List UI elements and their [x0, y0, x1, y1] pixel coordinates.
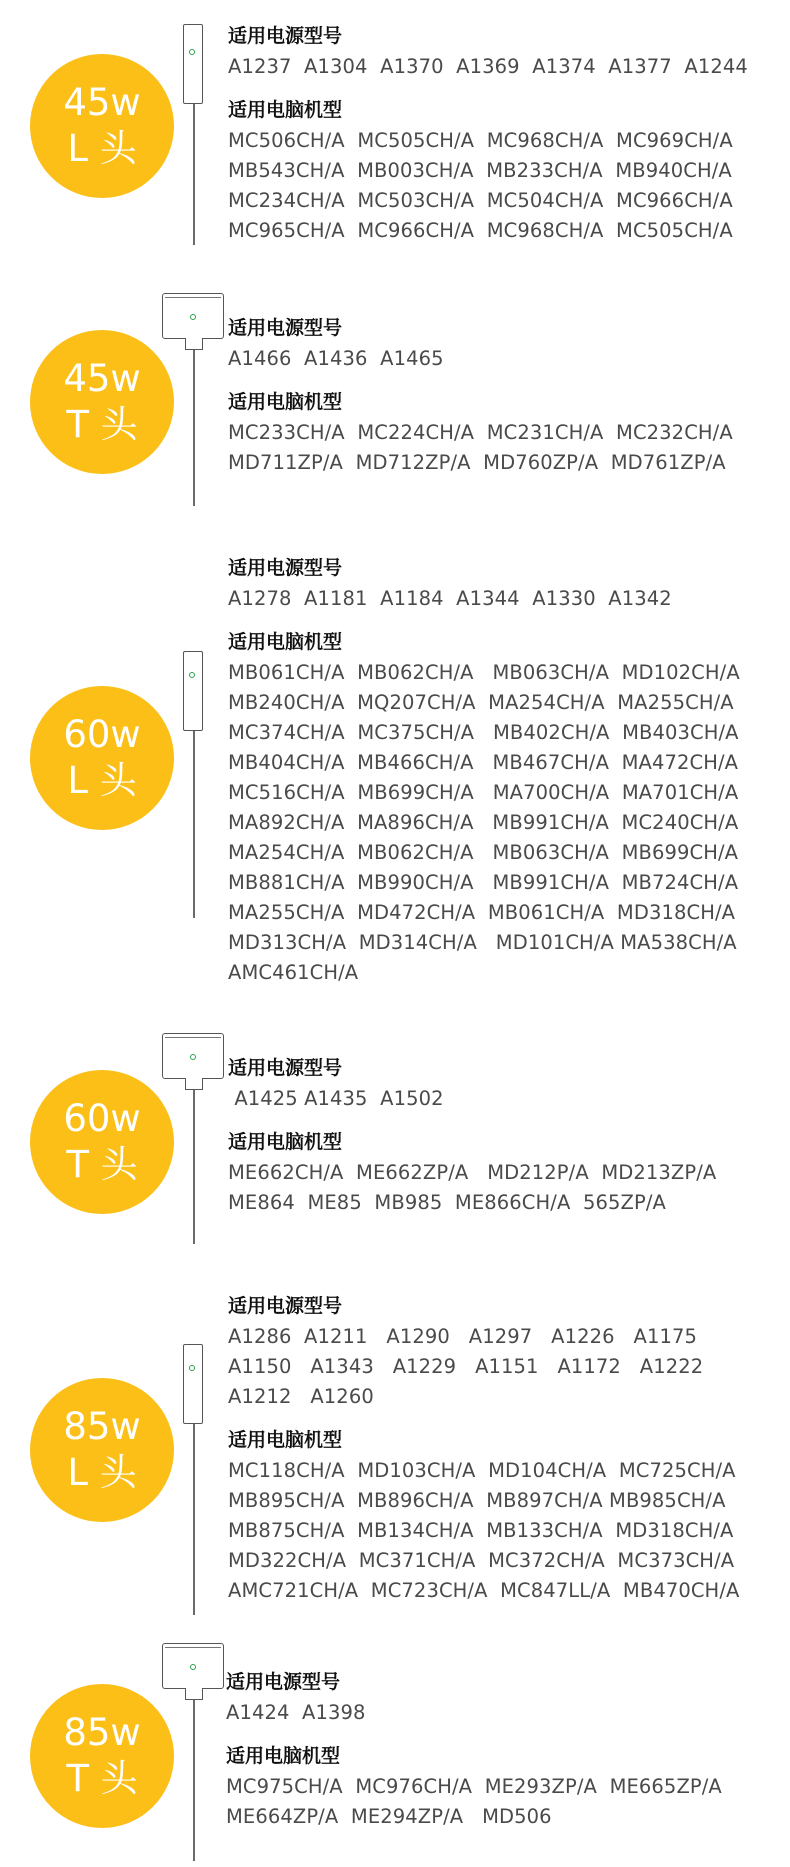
computer-heading: 适用电脑机型 [228, 631, 343, 653]
magsafe-l-connector-icon [183, 651, 203, 731]
spec-text [228, 314, 776, 492]
cable-line [193, 728, 195, 918]
adapter-models: A1425 A1435 A1502 [228, 1087, 444, 1110]
wattage-badge [30, 330, 174, 474]
computer-models: MC118CH/A MD103CH/A MD104CH/A MC725CH/A MB895CH/A MB896CH/A MB897CH/A MB985CH/A MB875CH/A MB134CH/A MB133CH/A MD318CH/A MD322CH/A MC371CH/A MC372CH/A MC373CH/A AMC721CH/A MC723CH/A MC847LL/A MB470CH/A [228, 1459, 740, 1602]
adapter-models: A1278 A1181 A1184 A1344 A1330 A1342 [228, 587, 672, 610]
magsafe-l-connector-icon [183, 1344, 203, 1424]
wattage-badge [30, 1378, 174, 1522]
wattage-label: 60w [63, 1097, 141, 1140]
section-45w-t [0, 290, 790, 510]
wattage-label: 85w [63, 1405, 141, 1448]
wattage-label: 60w [63, 713, 141, 756]
wattage-badge [30, 686, 174, 830]
computer-models: MC975CH/A MC976CH/A ME293ZP/A ME665ZP/A ME664ZP/A ME294ZP/A MD506 [226, 1775, 722, 1828]
led-icon [189, 672, 195, 678]
spec-text [228, 554, 776, 1002]
connector-type-label: L 头 [67, 759, 137, 802]
computer-models: MC233CH/A MC224CH/A MC231CH/A MC232CH/A MD711ZP/A MD712ZP/A MD760ZP/A MD761ZP/A [228, 421, 733, 474]
cable-line [193, 1086, 195, 1244]
led-icon [190, 314, 196, 320]
cable-line [193, 346, 195, 506]
magsafe-l-connector-icon [183, 24, 203, 104]
adapter-models: A1466 A1436 A1465 [228, 347, 444, 370]
wattage-badge [30, 1070, 174, 1214]
adapter-heading: 适用电源型号 [226, 1671, 341, 1693]
adapter-models: A1424 A1398 [226, 1701, 366, 1724]
led-icon [190, 1664, 196, 1670]
led-icon [190, 1054, 196, 1060]
magsafe-t-connector-icon [162, 293, 224, 339]
spec-text [226, 1668, 776, 1846]
computer-models: MB061CH/A MB062CH/A MB063CH/A MD102CH/A MB240CH/A MQ207CH/A MA254CH/A MA255CH/A MC374CH/A MC375CH/A MB402CH/A MB403CH/A MB404CH/A MB466CH/A MB467CH/A MA472CH/A MC516CH/A MB699CH/A MA700CH/A MA701CH/A MA892CH/A MA896CH/A MB991CH/A MC240CH/A MA254CH/A MB062CH/A MB063CH/A MB699CH/A MB881CH/A MB990CH/A MB991CH/A MB724CH/A MA255CH/A MD472CH/A MB061CH/A MD318CH/A MD313CH/A MD314CH/A MD101CH/A MA538CH/A AMC461CH/A [228, 661, 740, 984]
section-60w-t [0, 1030, 790, 1250]
spec-text [228, 1054, 776, 1232]
connector-neck [185, 1078, 203, 1090]
adapter-heading: 适用电源型号 [228, 1295, 343, 1317]
wattage-badge [30, 54, 174, 198]
section-45w-l [0, 0, 790, 250]
connector-type-label: L 头 [67, 1451, 137, 1494]
computer-heading: 适用电脑机型 [226, 1745, 341, 1767]
section-85w-l [0, 1280, 790, 1620]
section-85w-t [0, 1640, 790, 1867]
computer-heading: 适用电脑机型 [228, 99, 343, 121]
adapter-heading: 适用电源型号 [228, 1057, 343, 1079]
connector-type-label: T 头 [66, 1143, 138, 1186]
connector-type-label: T 头 [66, 403, 138, 446]
adapter-models: A1237 A1304 A1370 A1369 A1374 A1377 A1244 [228, 55, 748, 78]
magsafe-t-connector-icon [162, 1033, 224, 1079]
spec-text [228, 22, 776, 260]
led-icon [189, 49, 195, 55]
cable-line [193, 1696, 195, 1861]
computer-models: MC506CH/A MC505CH/A MC968CH/A MC969CH/A MB543CH/A MB003CH/A MB233CH/A MB940CH/A MC234CH/A MC503CH/A MC504CH/A MC966CH/A MC965CH/A MC966CH/A MC968CH/A MC505CH/A [228, 129, 733, 242]
led-icon [189, 1365, 195, 1371]
connector-type-label: L 头 [67, 127, 137, 170]
magsafe-t-connector-icon [162, 1643, 224, 1689]
wattage-label: 45w [63, 81, 141, 124]
section-60w-l [0, 548, 790, 1008]
wattage-badge [30, 1684, 174, 1828]
spec-text [228, 1292, 776, 1620]
connector-type-label: T 头 [66, 1757, 138, 1800]
adapter-heading: 适用电源型号 [228, 317, 343, 339]
adapter-models: A1286 A1211 A1290 A1297 A1226 A1175 A1150 A1343 A1229 A1151 A1172 A1222 A1212 A1260 [228, 1325, 704, 1408]
cable-line [193, 1420, 195, 1615]
wattage-label: 85w [63, 1711, 141, 1754]
computer-heading: 适用电脑机型 [228, 1429, 343, 1451]
computer-models: ME662CH/A ME662ZP/A MD212P/A MD213ZP/A ME864 ME85 MB985 ME866CH/A 565ZP/A [228, 1161, 717, 1214]
adapter-heading: 适用电源型号 [228, 25, 343, 47]
connector-neck [185, 1688, 203, 1700]
adapter-heading: 适用电源型号 [228, 557, 343, 579]
cable-line [193, 100, 195, 245]
connector-neck [185, 338, 203, 350]
computer-heading: 适用电脑机型 [228, 1131, 343, 1153]
wattage-label: 45w [63, 357, 141, 400]
computer-heading: 适用电脑机型 [228, 391, 343, 413]
